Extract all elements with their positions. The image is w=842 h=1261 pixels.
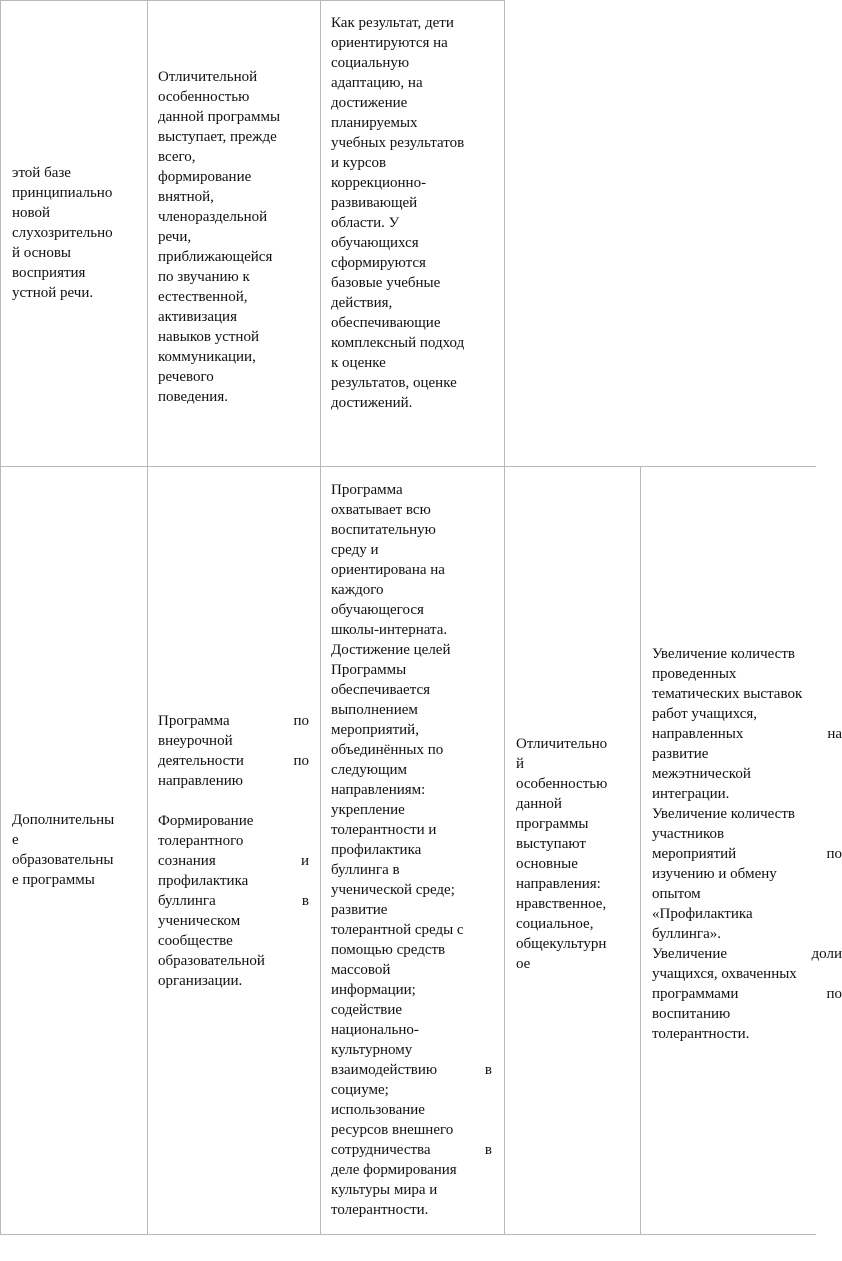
text-line [331,480,492,500]
text-line-start: обучающегося [331,602,424,618]
col-border-1 [147,0,148,1235]
text-line-start: информации; [331,982,416,998]
col-border-4 [640,466,641,1235]
text-line [158,791,309,811]
table-bottom-border [0,1234,816,1235]
text-line-start: культурному [331,1042,413,1058]
row2-col3-cell [331,480,492,1225]
text-line-start: каждого [331,582,384,598]
text-line [652,684,842,704]
text-line [652,824,842,844]
text-line-start: опытом [652,886,701,902]
text-line-start: Формирование [158,813,254,829]
text-line-start: охватывает всю [331,502,431,518]
text-line-start: Увеличение [652,946,728,962]
text-line [652,1004,842,1024]
text-line-start: социуме; [331,1082,389,1098]
text-line-start: обеспечивается [331,682,431,698]
text-line [158,771,309,791]
text-line [158,711,309,731]
text-line-start: ученическом [158,913,241,929]
text-line [331,1100,492,1120]
text-line-start: толерантности. [331,1202,429,1218]
text-line [652,704,842,724]
text-line [331,1120,492,1140]
text-line-start: буллинга в [331,862,400,878]
text-line [331,620,492,640]
text-line-start: направлению [158,773,243,789]
text-line-start: среду и [331,542,379,558]
text-line-end: по [293,713,309,729]
text-line [652,1024,842,1044]
text-line [652,664,842,684]
text-line-start: тематических выставок [652,686,803,702]
text-line [331,640,492,660]
text-line [158,911,309,931]
text-line-start: толерантного [158,833,244,849]
row2-col4-cell [516,466,638,1234]
text-line-start: воспитательную [331,522,436,538]
text-line [331,980,492,1000]
text-line-end: в [301,893,309,909]
text-line [158,951,309,971]
text-line-start: взаимодействию [331,1062,438,1078]
text-line [158,751,309,771]
text-line-start: профилактика [331,842,422,858]
text-line-start: программами [652,986,739,1002]
text-line [331,940,492,960]
text-line [652,924,842,944]
text-line [331,520,492,540]
row1-col1-text: этой базе принципиально новой слухозрительно й основы восприятия устной речи. [12,165,113,301]
text-line-start: развитие [652,746,709,762]
text-line [652,644,842,664]
text-line-start: Достижение целей [331,642,451,658]
text-line [331,500,492,520]
text-line-start: учащихся, охваченных [652,966,797,982]
text-line-end: на [827,726,842,742]
text-line-end: и [300,853,309,869]
row2-col1-cell [12,466,144,1234]
text-line-end: в [484,1062,492,1078]
text-line [158,831,309,851]
text-line [331,1060,492,1080]
text-line-start: Увеличение количеств [652,806,795,822]
text-line [331,1180,492,1200]
text-line [158,731,309,751]
text-line [331,820,492,840]
text-line-start: работ учащихся, [652,706,758,722]
text-line-start: школы-интерната. [331,622,448,638]
text-line [652,904,842,924]
text-line-start: сознания [158,853,216,869]
text-line [331,580,492,600]
text-line-start: буллинга [158,893,216,909]
text-line-start: направленных [652,726,744,742]
text-line [331,960,492,980]
text-line-start: проведенных [652,666,737,682]
text-line [652,964,842,984]
text-line-start: профилактика [158,873,249,889]
text-line [331,840,492,860]
text-line [652,744,842,764]
text-line [652,784,842,804]
text-line-start: Увеличение количеств [652,646,795,662]
row2-col5-cell [652,466,842,1234]
text-line-end: доли [811,946,842,962]
col-border-2 [320,0,321,1235]
text-line-start: интеграции. [652,786,730,802]
text-line-start: межэтнической [652,766,751,782]
text-line [158,931,309,951]
text-line-start: буллинга». [652,926,721,942]
text-line-start: Программа [158,713,230,729]
text-line [331,920,492,940]
text-line [158,811,309,831]
text-line [158,871,309,891]
row1-col1-cell [12,0,144,466]
text-line [331,1020,492,1040]
text-line-start: следующим [331,762,408,778]
text-line [331,860,492,880]
row1-col2-text: Отличительной особенностью данной программы выступает, прежде всего, формирование внятной, членораздельной речи, приближающейся по звучанию к естественной, активизация навыков устной коммуникации, речевого поведения. [158,69,281,405]
text-line-start: развитие [331,902,388,918]
text-line-start: организации. [158,973,243,989]
col-border-0 [0,0,1,1235]
text-line-start: культуры мира и [331,1182,438,1198]
text-line [158,971,309,991]
col-border-3 [504,0,505,1235]
text-line-start: ресурсов внешнего [331,1122,454,1138]
row1-col3-text: Как результат, дети ориентируются на социальную адаптацию, на достижение планируемых учебных результатов и курсов коррекционно- развивающей области. У обучающихся сформируются базовые учебные действия, обеспечивающие комплексный подход к оценке результатов, оценке достижений. [331,15,465,411]
text-line-start: использование [331,1102,425,1118]
row1-col2-cell [158,0,318,466]
text-line [652,864,842,884]
text-line-start: сообществе [158,933,233,949]
text-line-start: изучению и обмену [652,866,777,882]
text-line-start: помощью средств [331,942,446,958]
text-line-start: деле формирования [331,1162,457,1178]
text-line [331,740,492,760]
text-line-start: выполнением [331,702,418,718]
text-line [652,724,842,744]
text-line [652,764,842,784]
text-line-start: деятельности [158,753,244,769]
text-line [652,884,842,904]
text-line [331,600,492,620]
row2-col1-text: Дополнительны е образовательны е программы [12,812,115,888]
text-line [652,944,842,964]
text-line [331,540,492,560]
text-line-start: объединённых по [331,742,444,758]
text-line-start: воспитанию [652,1006,731,1022]
text-line-start: толерантной среды с [331,922,464,938]
text-line [652,984,842,1004]
text-line [331,880,492,900]
text-line [331,1080,492,1100]
text-line [158,891,309,911]
text-line [158,851,309,871]
text-line-end: по [826,846,842,862]
text-line [331,1200,492,1220]
text-line [331,1040,492,1060]
text-line-end: в [484,1142,492,1158]
text-line-end: по [293,753,309,769]
text-line [331,1160,492,1180]
text-line [331,1140,492,1160]
text-line-start: Программы [331,662,407,678]
text-line [331,1000,492,1020]
text-line-start: участников [652,826,725,842]
text-line-start: сотрудничества [331,1142,431,1158]
text-line-start: мероприятий [652,846,737,862]
text-line-start: внеурочной [158,733,233,749]
text-line [331,660,492,680]
text-line-start: направлениям: [331,782,426,798]
text-line [331,680,492,700]
text-line-start: укрепление [331,802,405,818]
text-line [652,804,842,824]
text-line-start: ученической среде; [331,882,455,898]
text-line [652,844,842,864]
text-line-start: «Профилактика [652,906,753,922]
text-line-start: национально- [331,1022,419,1038]
text-line [331,720,492,740]
row2-col4-text: Отличительно й особенностью данной программы выступают основные направления: нравственное, социальное, общекультурн ое [516,736,608,972]
text-line [331,700,492,720]
text-line-start: толерантности. [652,1026,750,1042]
text-line [331,560,492,580]
row1-col3-cell [331,13,501,453]
text-line-end: по [826,986,842,1002]
text-line-start: ориентирована на [331,562,445,578]
text-line-start: массовой [331,962,391,978]
text-line [331,780,492,800]
text-line-start: образовательной [158,953,265,969]
text-line-start: содействие [331,1002,403,1018]
row2-col2-cell [158,466,309,1234]
text-line [331,900,492,920]
text-line-start: Программа [331,482,403,498]
text-line [331,760,492,780]
text-line-start: мероприятий, [331,722,419,738]
text-line [331,800,492,820]
text-line-start: толерантности и [331,822,437,838]
